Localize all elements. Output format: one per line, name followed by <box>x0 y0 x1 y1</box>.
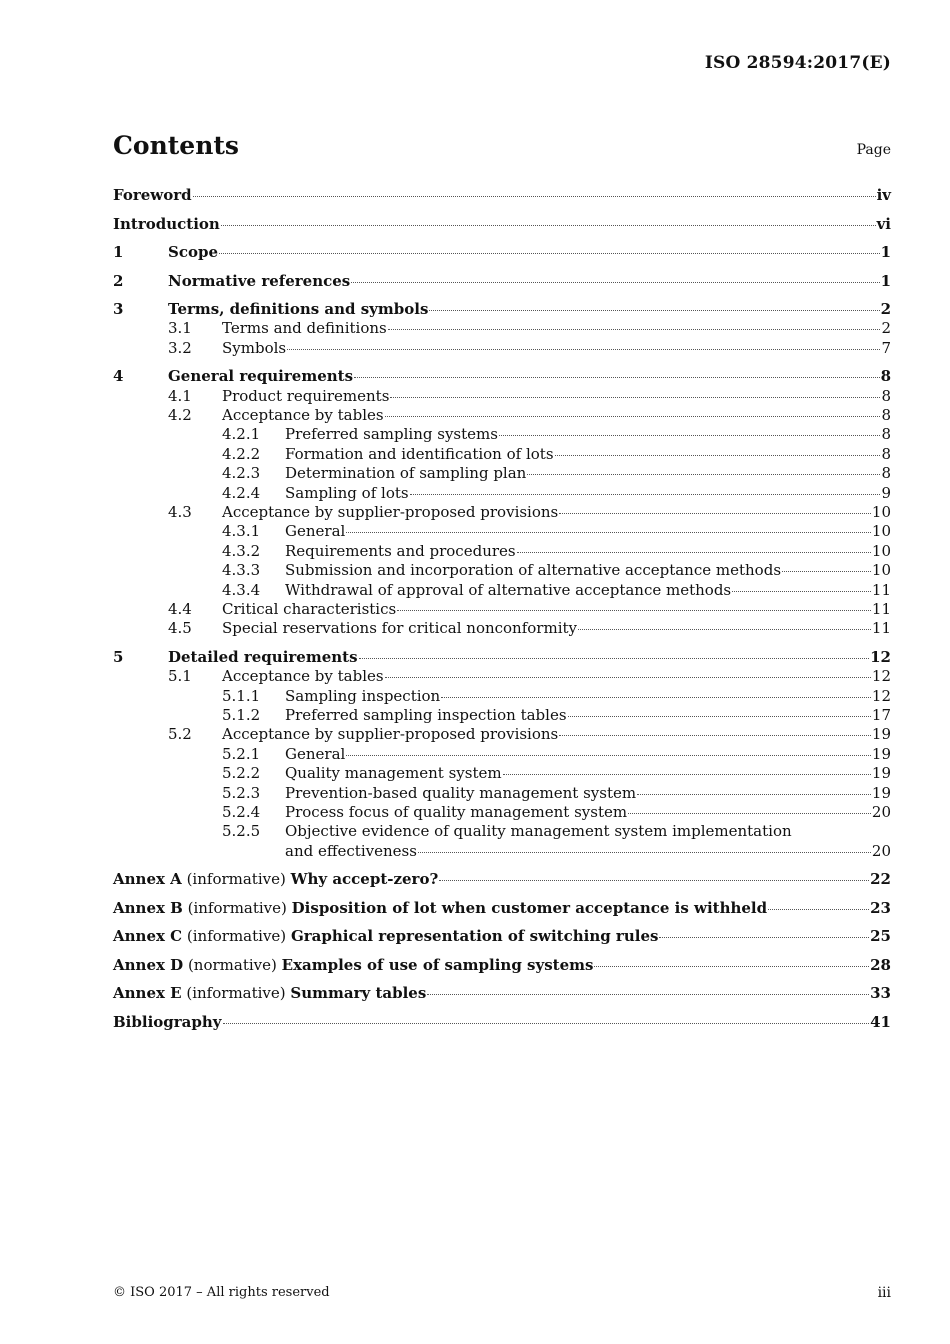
toc-number: 5.2.5 <box>222 822 261 841</box>
toc-title: Prevention-based quality management system <box>285 783 637 802</box>
toc-page: iv <box>876 186 891 204</box>
toc-number: 3.1 <box>168 319 192 338</box>
toc-title <box>113 899 767 918</box>
dot-leader <box>429 310 879 311</box>
dot-leader <box>223 1023 870 1024</box>
toc-page: 33 <box>870 984 891 1003</box>
toc-page: 2 <box>880 300 891 318</box>
toc-page: 1 <box>880 271 891 290</box>
toc-page: 19 <box>871 783 891 802</box>
toc-entry-5[interactable] <box>113 648 891 667</box>
toc-page: 22 <box>870 870 891 889</box>
dot-leader <box>503 774 871 775</box>
toc-page: 19 <box>871 744 891 763</box>
toc-entry-4-2-3[interactable] <box>113 464 891 483</box>
dot-leader <box>568 716 871 717</box>
dot-leader <box>354 377 880 378</box>
toc-number: 4.3.3 <box>222 561 261 580</box>
dot-leader <box>527 474 880 475</box>
toc-title <box>113 927 658 946</box>
dot-leader <box>559 513 871 514</box>
toc-page: 20 <box>871 841 891 860</box>
toc-title: Product requirements <box>222 386 390 405</box>
dot-leader <box>359 658 870 659</box>
annex-type: (normative) <box>187 955 277 974</box>
toc-title: Acceptance by supplier-proposed provisions <box>222 503 559 521</box>
toc-page: 2 <box>881 319 891 338</box>
toc-entry-annex-c[interactable] <box>113 927 891 956</box>
toc-page: 11 <box>871 619 891 638</box>
page-title: Contents <box>113 131 240 160</box>
toc-entry-4-3-1[interactable] <box>113 522 891 541</box>
dot-leader <box>628 813 871 814</box>
annex-label: Annex C <box>113 927 183 946</box>
toc-title: Foreword <box>113 186 192 204</box>
dot-leader <box>439 880 869 881</box>
toc-page: 8 <box>881 444 891 463</box>
toc-number: 5.2.3 <box>222 783 261 802</box>
toc-title: Special reservations for critical nonconformity <box>222 619 577 638</box>
toc-entry-annex-d[interactable] <box>113 956 891 985</box>
toc-entry-5-2[interactable] <box>113 725 891 744</box>
toc-number: 4.2.1 <box>222 425 261 444</box>
page-column-label: Page <box>856 142 891 158</box>
toc-title: Detailed requirements <box>168 647 358 666</box>
toc-title: Acceptance by supplier-proposed provisions <box>222 725 559 744</box>
dot-leader <box>351 282 879 283</box>
annex-title: Graphical representation of switching rules <box>290 927 659 946</box>
dot-leader <box>517 552 871 553</box>
toc-page: 41 <box>870 1012 891 1031</box>
toc-number: 4.4 <box>168 599 192 618</box>
toc-title: Withdrawal of approval of alternative acceptance methods <box>285 580 732 599</box>
toc-title: Critical characteristics <box>222 599 397 618</box>
dot-leader <box>594 966 869 967</box>
toc-title: Determination of sampling plan <box>285 464 527 483</box>
toc-page: 11 <box>871 580 891 599</box>
dot-leader <box>559 735 871 736</box>
toc-page: 28 <box>870 955 891 974</box>
dot-leader <box>441 697 871 698</box>
toc-entry-4-2-2[interactable] <box>113 445 891 464</box>
toc-page: 10 <box>871 561 891 580</box>
toc-title: General requirements <box>168 367 354 386</box>
toc-title: Quality management system <box>285 764 502 783</box>
toc-number: 1 <box>113 243 124 261</box>
toc-number: 5 <box>113 647 124 666</box>
toc-page: 12 <box>871 667 891 686</box>
toc-title: Terms, definitions and symbols <box>168 300 429 318</box>
toc-entry-4-2[interactable] <box>113 406 891 425</box>
toc-number: 4.3 <box>168 503 192 521</box>
dot-leader <box>219 253 880 254</box>
toc-number: 5.2.4 <box>222 802 261 821</box>
dot-leader <box>193 196 876 197</box>
dot-leader <box>410 494 881 495</box>
toc-title: Acceptance by tables <box>222 406 384 425</box>
dot-leader <box>385 416 881 417</box>
toc-number: 5.1.1 <box>222 686 261 705</box>
toc-number: 4.2.4 <box>222 483 261 502</box>
toc-page: 17 <box>871 706 891 724</box>
toc-title: Submission and incorporation of alternative acceptance methods <box>285 561 782 580</box>
toc-number: 5.1 <box>168 667 192 686</box>
dot-leader <box>768 909 869 910</box>
toc-title: Normative references <box>168 271 351 290</box>
toc-entry-4-3-2[interactable] <box>113 542 891 561</box>
toc-page: 7 <box>881 338 891 357</box>
toc-page: 23 <box>870 898 891 917</box>
dot-leader <box>418 852 871 853</box>
toc-number: 4.5 <box>168 619 192 638</box>
toc-number: 4.2.2 <box>222 444 261 463</box>
dot-leader <box>578 629 871 630</box>
toc-title: Sampling of lots <box>285 483 409 502</box>
dot-leader <box>287 349 880 350</box>
dot-leader <box>782 571 871 572</box>
toc-entry-5-2-1[interactable] <box>113 745 891 764</box>
annex-type: (informative) <box>187 898 287 917</box>
toc-title: Objective evidence of quality management system implementation <box>285 822 792 841</box>
toc-title: Sampling inspection <box>285 686 441 705</box>
annex-type: (informative) <box>186 870 286 889</box>
toc-entry-bibliography[interactable] <box>113 1013 891 1042</box>
toc-title: Bibliography <box>113 1012 222 1031</box>
toc-number: 5.1.2 <box>222 706 261 724</box>
toc-title: Process focus of quality management system <box>285 802 628 821</box>
toc-title: Requirements and procedures <box>285 541 516 560</box>
toc-number: 4.3.2 <box>222 541 261 560</box>
dot-leader <box>390 397 880 398</box>
annex-title: Disposition of lot when customer acceptance is withheld <box>291 898 768 917</box>
copyright-footer: © ISO 2017 – All rights reserved <box>113 1285 330 1300</box>
toc-title <box>113 870 438 889</box>
dot-leader <box>385 677 871 678</box>
toc-entry-4-3[interactable] <box>113 503 891 522</box>
toc-page: vi <box>876 214 891 233</box>
toc-number: 4 <box>113 367 124 386</box>
toc-entry-3-1[interactable] <box>113 319 891 338</box>
toc-entry-5-2-2[interactable] <box>113 764 891 783</box>
toc-entry-foreword[interactable] <box>113 186 891 215</box>
toc-title: Symbols <box>222 338 287 357</box>
dot-leader <box>388 329 881 330</box>
toc-entry-4-4[interactable] <box>113 600 891 619</box>
toc-page: 8 <box>881 425 891 444</box>
toc-entry-4-3-3[interactable] <box>113 561 891 580</box>
toc-title <box>113 956 593 975</box>
toc-page: 10 <box>871 503 891 521</box>
toc-number: 4.1 <box>168 386 192 405</box>
annex-title: Summary tables <box>290 984 427 1003</box>
toc-number: 3 <box>113 300 124 318</box>
toc-title: Formation and identification of lots <box>285 444 554 463</box>
toc-number: 3.2 <box>168 338 192 357</box>
toc-page: 8 <box>881 464 891 483</box>
annex-label: Annex B <box>113 898 183 917</box>
toc-title: General <box>285 744 346 763</box>
toc-entry-5-2-3[interactable] <box>113 784 891 803</box>
toc-entry-annex-e[interactable] <box>113 984 891 1013</box>
toc-entry-1[interactable] <box>113 243 891 272</box>
toc-number: 4.2 <box>168 406 192 425</box>
toc-page: 12 <box>870 647 891 666</box>
dot-leader <box>346 532 871 533</box>
toc-entry-4-3-4[interactable] <box>113 581 891 600</box>
annex-title: Examples of use of sampling systems <box>281 955 594 974</box>
toc-title: Terms and definitions <box>222 319 387 338</box>
toc-entry-5-2-5-cont[interactable] <box>113 842 891 861</box>
annex-type: (informative) <box>186 984 286 1003</box>
toc-page: 10 <box>871 541 891 560</box>
toc-entry-annex-b[interactable] <box>113 899 891 928</box>
toc-number: 2 <box>113 271 124 290</box>
toc-title: General <box>285 522 346 541</box>
document-id: ISO 28594:2017(E) <box>704 53 891 73</box>
toc-page: 12 <box>871 686 891 705</box>
annex-type: (informative) <box>186 927 287 946</box>
toc-entry-4-2-4[interactable] <box>113 484 891 503</box>
toc-entry-5-2-5[interactable] <box>113 822 891 841</box>
toc-number: 4.3.1 <box>222 522 261 541</box>
toc-page: 19 <box>871 725 891 744</box>
dot-leader <box>346 755 871 756</box>
toc-title: Scope <box>168 243 219 261</box>
dot-leader <box>659 937 869 938</box>
annex-label: Annex A <box>113 870 182 889</box>
toc-page: 19 <box>871 764 891 783</box>
annex-title: Why accept-zero? <box>290 870 439 889</box>
toc-number: 5.2.1 <box>222 744 261 763</box>
toc-page: 9 <box>881 483 891 502</box>
toc-entry-4-1[interactable] <box>113 387 891 406</box>
toc-entry-4-2-1[interactable] <box>113 425 891 444</box>
dot-leader <box>427 994 869 995</box>
toc-entry-introduction[interactable] <box>113 215 891 244</box>
dot-leader <box>555 455 881 456</box>
toc-entry-3[interactable] <box>113 300 891 319</box>
dot-leader <box>221 225 876 226</box>
toc-title: Introduction <box>113 214 220 233</box>
toc-number: 4.3.4 <box>222 580 261 599</box>
toc-page: 11 <box>871 599 891 618</box>
annex-label: Annex D <box>113 955 184 974</box>
dot-leader <box>637 794 871 795</box>
toc-entry-5-1-1[interactable] <box>113 687 891 706</box>
toc-page: 8 <box>880 367 891 386</box>
toc-title: Preferred sampling inspection tables <box>285 706 567 724</box>
toc-number: 5.2.2 <box>222 764 261 783</box>
toc-page: 8 <box>881 406 891 425</box>
toc-entry-4-5[interactable] <box>113 619 891 638</box>
toc-title: Preferred sampling systems <box>285 425 498 444</box>
toc-number: 5.2 <box>168 725 192 744</box>
table-of-contents <box>113 186 891 1041</box>
dot-leader <box>397 610 871 611</box>
toc-entry-5-2-4[interactable] <box>113 803 891 822</box>
dot-leader <box>499 435 881 436</box>
toc-number: 4.2.3 <box>222 464 261 483</box>
annex-label: Annex E <box>113 984 182 1003</box>
toc-entry-annex-a[interactable] <box>113 870 891 899</box>
toc-entry-5-1[interactable] <box>113 667 891 686</box>
toc-page: 8 <box>881 386 891 405</box>
toc-entry-5-1-2[interactable] <box>113 706 891 725</box>
toc-entry-2[interactable] <box>113 272 891 301</box>
toc-title: Acceptance by tables <box>222 667 384 686</box>
toc-title: and effectiveness <box>285 841 417 860</box>
dot-leader <box>732 591 871 592</box>
toc-entry-4[interactable] <box>113 367 891 386</box>
toc-entry-3-2[interactable] <box>113 339 891 358</box>
toc-page: 1 <box>880 243 891 261</box>
page-number: iii <box>877 1285 891 1301</box>
toc-page: 10 <box>871 522 891 541</box>
toc-page: 25 <box>870 927 891 946</box>
toc-title <box>113 984 426 1003</box>
toc-page: 20 <box>871 802 891 821</box>
